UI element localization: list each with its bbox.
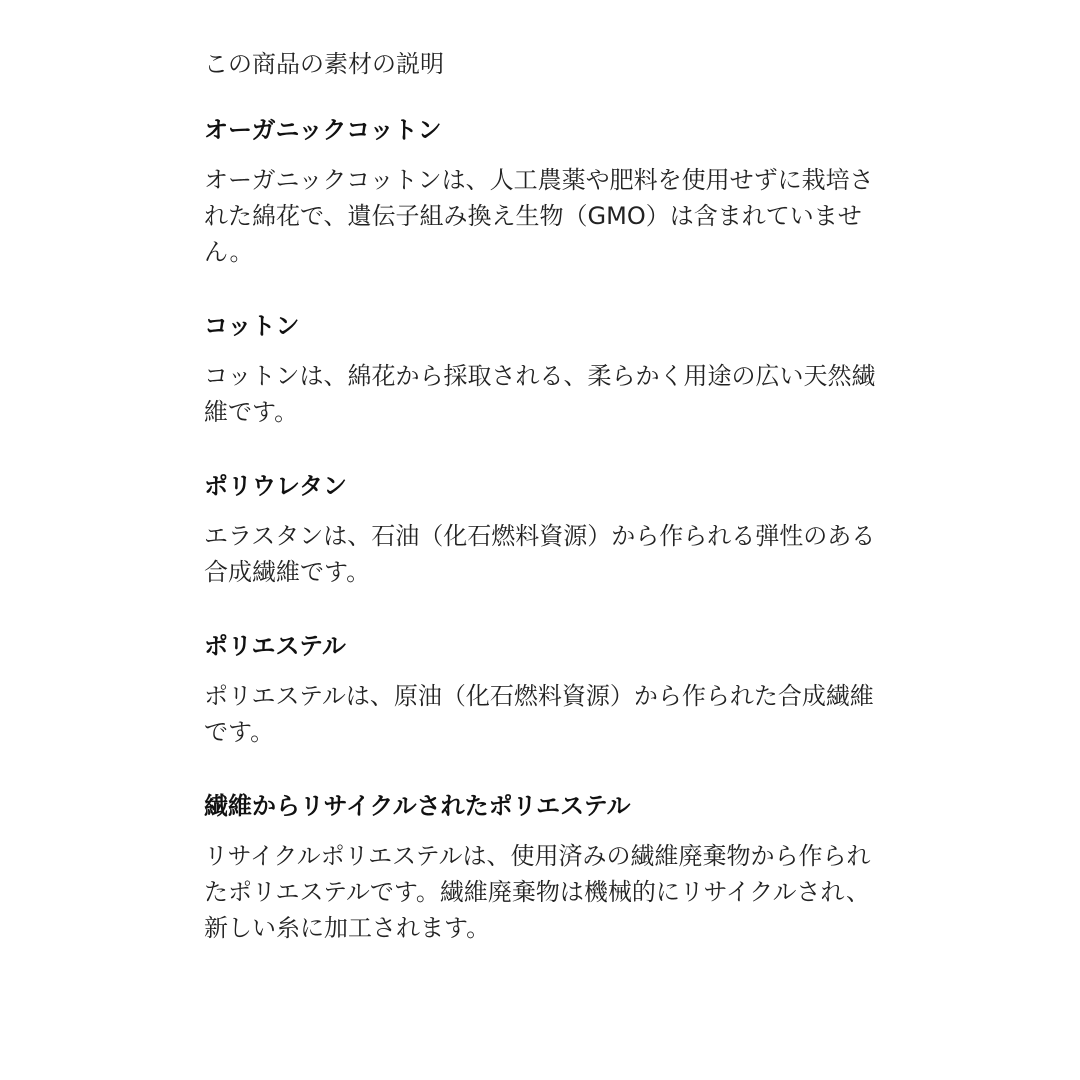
section-title: ポリエステル — [204, 632, 346, 660]
section-body: エラスタンは、石油（化石燃料資源）から作られる弾性のある合成繊維です。 — [204, 522, 876, 586]
section-title: ポリウレタン — [204, 472, 348, 500]
section-title: オーガニックコットン — [204, 116, 442, 144]
section-body: オーガニックコットンは、人工農薬や肥料を使用せずに栽培された綿花で、遺伝子組み換え生物（GMO）は含まれていません。 — [204, 166, 874, 266]
material-section-cotton — [204, 308, 876, 430]
material-description-content — [204, 46, 876, 946]
section-body: ポリエステルは、原油（化石燃料資源）から作られた合成繊維です。 — [204, 682, 874, 746]
material-section-polyester — [204, 628, 876, 750]
material-section-recycled-polyester — [204, 788, 876, 946]
section-body: リサイクルポリエステルは、使用済みの繊維廃棄物から作られたポリエステルです。繊維廃棄物は機械的にリサイクルされ、新しい糸に加工されます。 — [204, 842, 871, 942]
section-body: コットンは、綿花から採取される、柔らかく用途の広い天然繊維です。 — [204, 362, 876, 426]
material-section-organic-cotton — [204, 112, 876, 270]
material-section-polyurethane — [204, 468, 876, 590]
intro-heading: この商品の素材の説明 — [204, 50, 444, 78]
section-title: コットン — [204, 312, 300, 340]
section-title: 繊維からリサイクルされたポリエステル — [204, 792, 631, 820]
